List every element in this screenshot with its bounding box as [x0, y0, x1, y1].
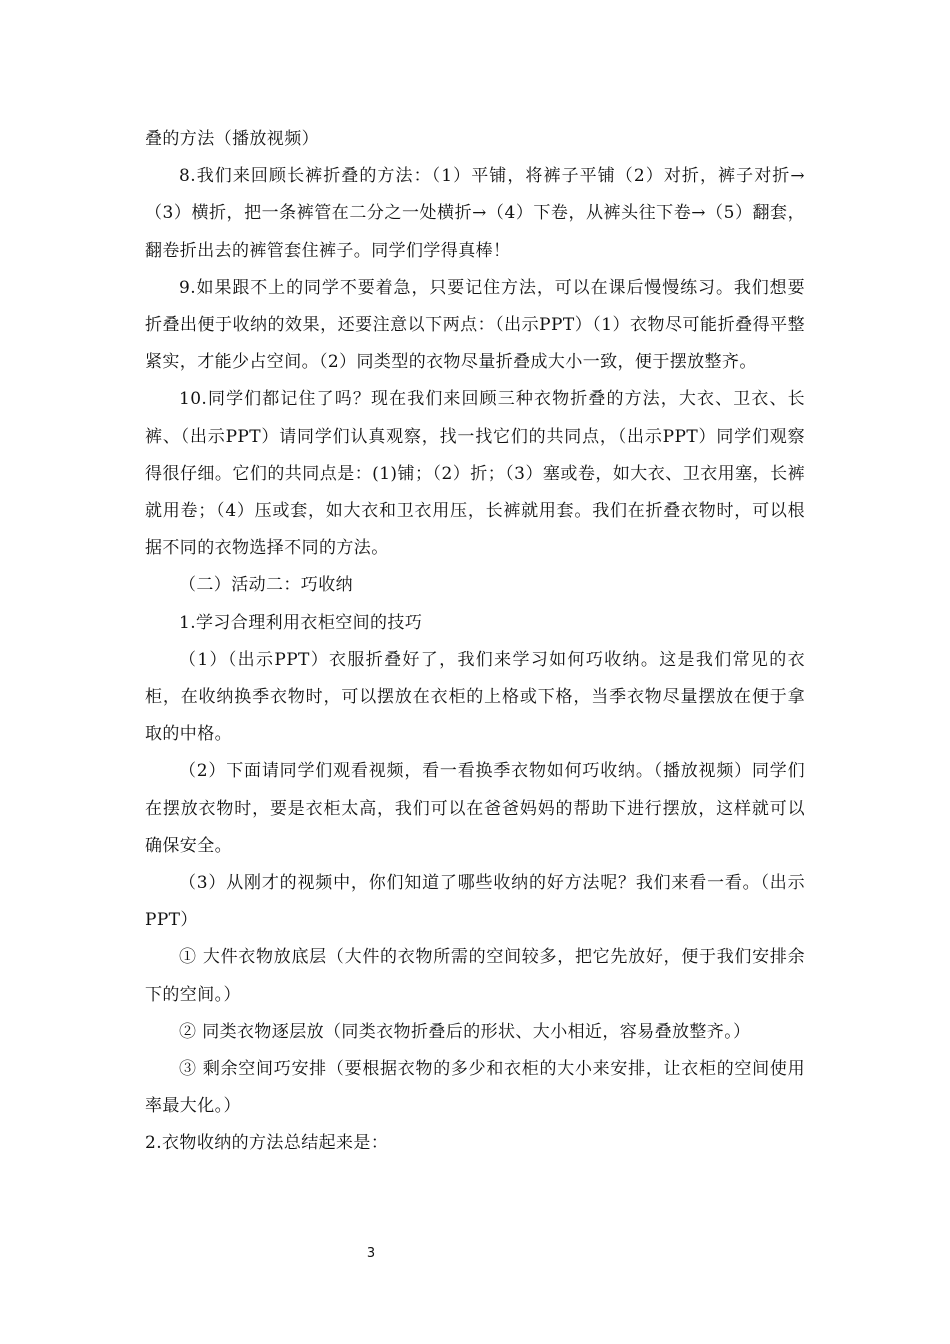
paragraph-wardrobe-step-2: （2）下面请同学们观看视频，看一看换季衣物如何巧收纳。（播放视频）同学们在摆放衣物时，要是衣柜太高，我们可以在爸爸妈妈的帮助下进行摆放，这样就可以确保安全。	[145, 761, 805, 856]
section-heading-activity-two: （二）活动二：巧收纳	[179, 575, 353, 596]
list-item-large-items-bottom: ① 大件衣物放底层（大件的衣物所需的空间较多，把它先放好，便于我们安排余下的空间。）	[145, 947, 805, 1005]
paragraph-step-8-trousers-folding: 8.我们来回顾长裤折叠的方法：（1）平铺，将裤子平铺（2）对折，裤子对折→（3）横折，把一条裤管在二分之一处横折→（4）下卷，从裤头往下卷→（5）翻套，翻卷折出去的裤管套住裤子。同学们学得真棒！	[145, 166, 805, 261]
paragraph-step-10-common-points: 10.同学们都记住了吗？现在我们来回顾三种衣物折叠的方法，大衣、卫衣、长裤、（出示PPT）请同学们认真观察，找一找它们的共同点，（出示PPT）同学们观察得很仔细。它们的共同点是：(1)铺；（2）折；（3）塞或卷，如大衣、卫衣用塞，长裤就用卷；（4）压或套，如大衣和卫衣用压，长裤就用套。我们在折叠衣物时，可以根据不同的衣物选择不同的方法。	[145, 389, 805, 559]
page-body	[145, 121, 805, 1163]
paragraph-step-9-folding-tips: 9.如果跟不上的同学不要着急，只要记住方法，可以在课后慢慢练习。我们想要折叠出便于收纳的效果，还要注意以下两点：（出示PPT）（1）衣物尽可能折叠得平整紧实，才能少占空间。（2）同类型的衣物尽量折叠成大小一致，便于摆放整齐。	[145, 277, 805, 373]
list-item-remaining-space: ③ 剩余空间巧安排（要根据衣物的多少和衣柜的大小来安排，让衣柜的空间使用率最大化。）	[145, 1059, 805, 1117]
paragraph-wardrobe-step-3: （3）从刚才的视频中，你们知道了哪些收纳的好方法呢？我们来看一看。（出示PPT）	[145, 873, 805, 931]
subheading-wardrobe-space: 1.学习合理利用衣柜空间的技巧	[179, 612, 423, 633]
list-item-same-type-layers: ② 同类衣物逐层放（同类衣物折叠后的形状、大小相近，容易叠放整齐。）	[179, 1021, 751, 1042]
paragraph-wardrobe-step-1: （1）（出示PPT）衣服折叠好了，我们来学习如何巧收纳。这是我们常见的衣柜，在收纳换季衣物时，可以摆放在衣柜的上格或下格，当季衣物尽量摆放在便于拿取的中格。	[145, 649, 805, 745]
page-number: 3	[366, 1246, 376, 1261]
paragraph-continued-folding-method: 叠的方法（播放视频）	[145, 129, 319, 149]
subheading-storage-summary: 2.衣物收纳的方法总结起来是：	[145, 1133, 389, 1154]
